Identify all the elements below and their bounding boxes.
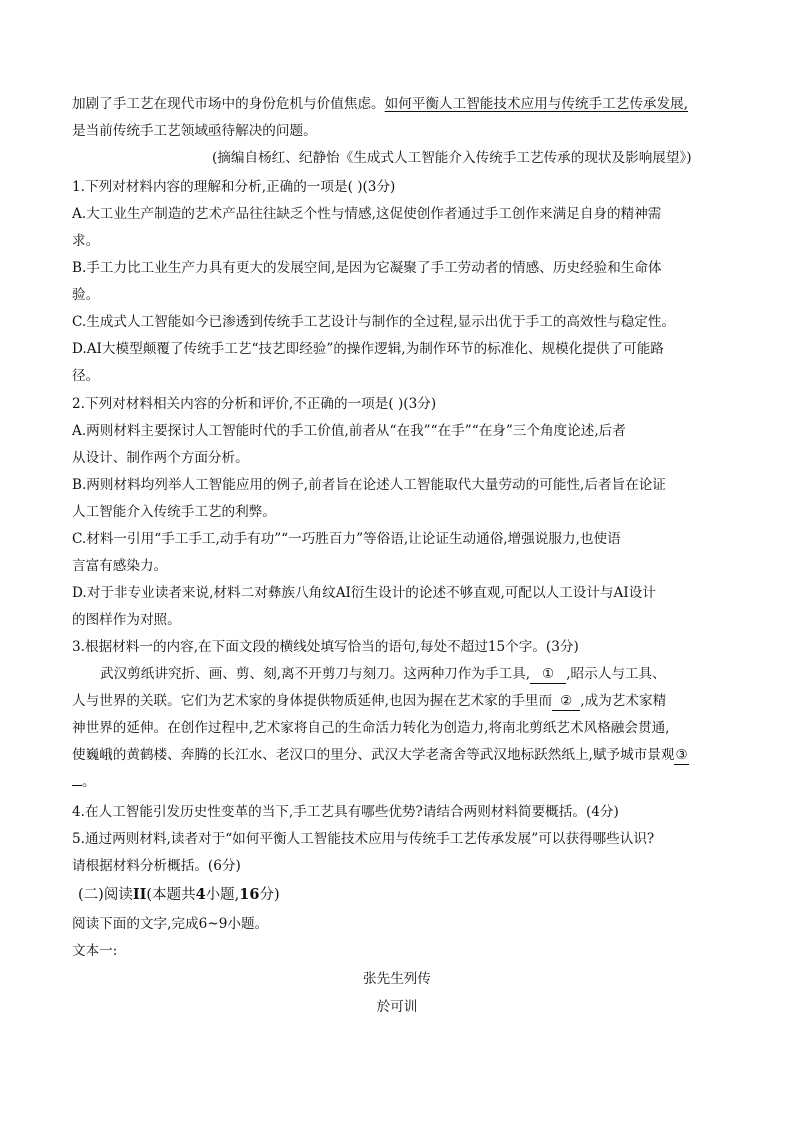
q1-option-c: C.生成式人工智能如今已渗透到传统手工艺设计与制作的全过程,显示出优于手工的高效性与稳定性。 [72,314,676,330]
q1-option-a-cont: 求。 [72,233,100,249]
source-citation: (摘编自杨红、纪静怡《生成式人工智能介入传统手工艺传承的现状及影响展望》) [212,150,692,166]
section-heading: (二)阅读II(本题共4小题,16分) [78,886,280,903]
blank-1: ① [530,665,566,684]
q2-option-a: A.两则材料主要探讨人工智能时代的手工价值,前者从“在我”“在手”“在身”三个角度论述,后者 [72,423,626,439]
text-label: 文本一: [72,943,118,959]
blank-3-cont [72,785,82,786]
q3-passage-line-2: 人与世界的关联。它们为艺术家的身体提供物质延伸,也因为握在艺术家的手里而 ② ,成为艺术家精 [72,693,667,709]
q2-option-d-cont: 的图样作为对照。 [72,612,181,628]
q2-stem: 2.下列对材料相关内容的分析和评价,不正确的一项是( )(3分) [72,396,437,412]
q3-passage-line-1: 武汉剪纸讲究折、画、剪、刻,离不开剪刀与刻刀。这两种刀作为手工具, ① ,昭示人与工具、 [100,666,666,682]
q4-stem: 4.在人工智能引发历史性变革的当下,手工艺具有哪些优势?请结合两则材料简要概括。(4分) [72,804,619,820]
q2-option-c: C.材料一引用“手工手工,动手有功”“一巧胜百力”等俗语,让论证生动通俗,增强说服力,也使语 [72,531,621,547]
q3-passage-line-3: 神世界的延伸。在创作过程中,艺术家将自己的生命活力转化为创造力,将南北剪纸艺术风格融会贯通, [72,720,670,736]
q1-option-d: D.AI大模型颠覆了传统手工艺“技艺即经验”的操作逻辑,为制作环节的标准化、规模化提供了可能路 [72,341,664,357]
q3-passage-line-4: 使巍峨的黄鹤楼、奔腾的长江水、老汉口的里分、武汉大学老斋舍等武汉地标跃然纸上,赋予城市景观③ [72,747,688,763]
intro-line-2: 是当前传统手工艺领域亟待解决的问题。 [72,123,317,139]
article-title: 张先生列传 [363,971,431,987]
q1-option-d-cont: 径。 [72,368,100,384]
q1-stem: 1.下列对材料内容的理解和分析,正确的一项是( )(3分) [72,179,396,195]
q5-stem-cont: 请根据材料分析概括。(6分) [72,858,241,874]
q3-stem: 3.根据材料一的内容,在下面文段的横线处填写恰当的语句,每处不超过15个字。(3分) [72,639,579,655]
q2-option-a-cont: 从设计、制作两个方面分析。 [72,450,249,466]
underlined-thesis: 如何平衡人工智能技术应用与传统手工艺传承发展, [384,96,689,112]
reading-instruction: 阅读下面的文字,完成6~9小题。 [72,916,269,932]
blank-2: ② [552,692,580,711]
article-author: 於可训 [376,999,418,1015]
q5-stem: 5.通过两则材料,读者对于“如何平衡人工智能技术应用与传统手工艺传承发展”可以获得哪些认识? [72,831,655,847]
blank-3: ③ [675,747,688,763]
q2-option-b: B.两则材料均列举人工智能应用的例子,前者旨在论述人工智能取代大量劳动的可能性,后者旨在论证 [72,477,666,493]
q1-option-b: B.手工力比工业生产力具有更大的发展空间,是因为它凝聚了手工劳动者的情感、历史经验和生命体 [72,260,662,276]
q3-passage-line-5: 。 [72,769,722,796]
q1-option-a: A.大工业生产制造的艺术产品往往缺乏个性与情感,这促使创作者通过手工创作来满足自身的精神需 [72,206,662,222]
q2-option-d: D.对于非专业读者来说,材料二对彝族八角纹AI衍生设计的论述不够直观,可配以人工设计与AI设计 [72,585,656,601]
q2-option-c-cont: 言富有感染力。 [72,558,168,574]
q1-option-b-cont: 验。 [72,287,100,303]
intro-line-1: 加剧了手工艺在现代市场中的身份危机与价值焦虑。如何平衡人工智能技术应用与传统手工艺传承发展, [72,96,689,112]
q2-option-b-cont: 人工智能介入传统手工艺的利弊。 [72,504,276,520]
